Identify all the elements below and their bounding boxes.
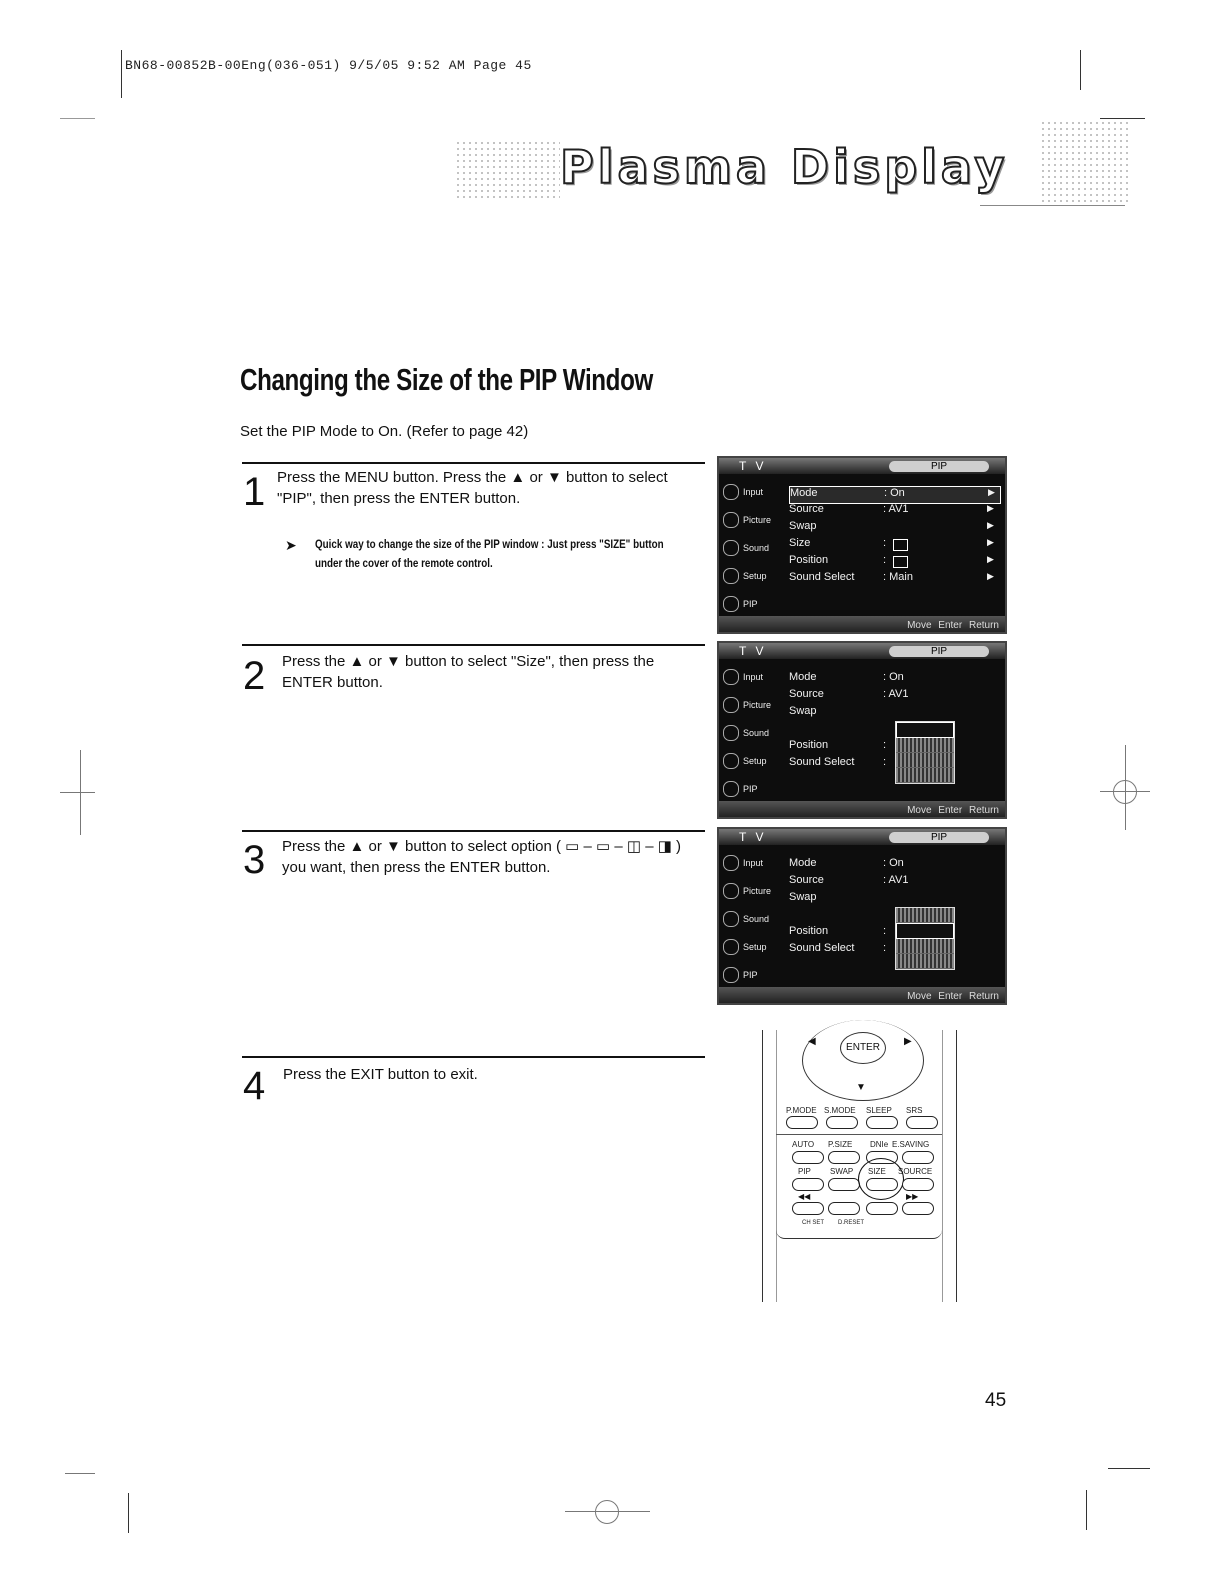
crop-mark	[1080, 50, 1081, 90]
osd-side-label: Sound	[743, 914, 770, 924]
psize-button	[828, 1151, 860, 1164]
banner-halftone	[455, 140, 560, 200]
osd-row-position	[789, 554, 999, 570]
osd-screen-2	[717, 641, 1007, 819]
osd-row-mode	[789, 486, 1001, 504]
arrow-right-icon: ▶	[987, 537, 994, 547]
srs-button	[906, 1116, 938, 1129]
osd-side-label: PIP	[743, 599, 758, 609]
size-option	[896, 954, 954, 969]
osd-row-swap	[789, 705, 999, 721]
arrow-right-icon: ▶	[904, 1036, 912, 1047]
osd-side-picture	[723, 506, 783, 534]
osd-row-value: : AV1	[883, 503, 909, 515]
arrow-right-icon: ▶	[987, 554, 994, 564]
osd-row-label: Sound Select	[789, 942, 855, 954]
osd-row-source	[789, 874, 999, 890]
osd-row-value: :	[883, 537, 887, 549]
osd-row-value: :	[883, 756, 887, 768]
osd-row-label: Source	[789, 874, 824, 886]
sound-icon	[723, 911, 739, 927]
osd-row-label: Position	[789, 739, 829, 751]
registration-mark	[1100, 791, 1150, 792]
picture-icon	[723, 883, 739, 899]
tip-line: under the cover of the remote control.	[315, 556, 493, 570]
size-option-list	[895, 907, 955, 970]
smode-label: S.MODE	[824, 1106, 856, 1115]
remote-edge	[776, 1030, 777, 1302]
crop-mark	[1100, 118, 1145, 119]
osd-side-input	[723, 849, 783, 877]
crop-mark	[65, 1473, 95, 1474]
osd-row-mode	[789, 857, 999, 873]
tip-text	[315, 535, 664, 573]
registration-mark	[60, 792, 95, 793]
step-number: 2	[243, 654, 266, 698]
registration-circle	[1113, 780, 1137, 804]
auto-label: AUTO	[792, 1140, 815, 1149]
step-text: Press the ▲ or ▼ button to select "Size", then press the ENTER button.	[282, 653, 655, 691]
osd-side-input	[723, 478, 783, 506]
osd-menu-title: PIP	[889, 832, 989, 843]
osd-row-sound-select	[789, 571, 999, 587]
size-option	[896, 738, 954, 753]
sleep-label: SLEEP	[866, 1106, 892, 1115]
banner-halftone	[1040, 120, 1128, 205]
osd-tv-label: T V	[739, 830, 767, 844]
osd-nav-hint: Move Enter Return	[907, 991, 999, 1002]
remote-edge	[762, 1030, 763, 1302]
osd-side-label: Picture	[743, 886, 772, 896]
osd-row-value: : On	[883, 857, 904, 869]
osd-row-label: Mode	[789, 857, 817, 869]
osd-row-swap	[789, 520, 999, 536]
rewind-button	[792, 1202, 824, 1215]
size-option	[896, 923, 954, 939]
enter-button: ENTER	[840, 1032, 886, 1064]
osd-side-label: Input	[743, 672, 764, 682]
swap-button	[828, 1178, 860, 1191]
page-title: Changing the Size of the PIP Window	[240, 362, 653, 397]
dreset-label: D.RESET	[838, 1220, 865, 1226]
osd-side-label: PIP	[743, 784, 758, 794]
setup-icon	[723, 568, 739, 584]
osd-row-position	[789, 739, 999, 755]
tip-line: Quick way to change the size of the PIP window : Just press "SIZE" button	[315, 537, 664, 551]
osd-tv-label: T V	[739, 459, 767, 473]
osd-row-value: : AV1	[883, 688, 909, 700]
remote-edge	[942, 1030, 943, 1302]
pip-label: PIP	[798, 1167, 811, 1176]
chset-label: CH SET	[802, 1220, 825, 1226]
play-pause-button	[866, 1202, 898, 1215]
osd-row-value: :	[883, 925, 887, 937]
size-option	[896, 768, 954, 783]
osd-row-label: Swap	[789, 520, 817, 532]
position-icon	[893, 556, 908, 568]
osd-row-label: Position	[789, 554, 829, 566]
step-text: Press the ▲ or ▼ button to select option ( ▭ – ▭ – ◫ – ◨ ) you want, then press the ENTER button.	[282, 838, 682, 876]
pmode-label: P.MODE	[786, 1106, 817, 1115]
step-rule	[242, 644, 705, 646]
osd-row-label: Swap	[789, 705, 817, 717]
crop-mark	[1086, 1490, 1087, 1530]
banner-rule	[980, 205, 1125, 206]
pip-icon	[723, 781, 739, 797]
fast-forward-button	[902, 1202, 934, 1215]
osd-side-setup	[723, 562, 783, 590]
srs-label: SRS	[906, 1106, 923, 1115]
osd-row-label: Mode	[790, 487, 818, 499]
arrow-down-icon: ▼	[856, 1082, 866, 1093]
osd-side-pip	[723, 961, 783, 989]
sound-icon	[723, 725, 739, 741]
intro-text: Set the PIP Mode to On. (Refer to page 42)	[240, 423, 529, 440]
osd-row-value: :	[883, 942, 887, 954]
pip-icon	[723, 967, 739, 983]
osd-side-setup	[723, 747, 783, 775]
osd-row-label: Source	[789, 688, 824, 700]
osd-side-label: Picture	[743, 515, 772, 525]
arrow-right-icon: ▶	[987, 571, 994, 581]
psize-label: P.SIZE	[828, 1140, 853, 1149]
cover-line	[776, 1134, 942, 1135]
pip-icon	[723, 596, 739, 612]
osd-side-sound	[723, 534, 783, 562]
osd-row-size	[789, 537, 999, 553]
input-icon	[723, 484, 739, 500]
osd-side-picture	[723, 877, 783, 905]
brand-title: Plasma Display	[560, 140, 1009, 194]
crop-mark	[1108, 1468, 1150, 1469]
osd-side-label: Input	[743, 487, 764, 497]
smode-button	[826, 1116, 858, 1129]
file-info: BN68-00852B-00Eng(036-051) 9/5/05 9:52 AM Page 45	[125, 58, 532, 73]
size-icon	[893, 539, 908, 551]
osd-row-value: : On	[883, 671, 904, 683]
remote-control	[762, 1030, 958, 1302]
remote-edge	[956, 1030, 957, 1302]
dnie-label: DNIe	[870, 1140, 889, 1149]
osd-side-label: Sound	[743, 728, 770, 738]
arrow-left-icon: ◀	[808, 1036, 816, 1047]
crop-mark	[128, 1493, 129, 1533]
osd-side-label: Setup	[743, 571, 767, 581]
osd-side-picture	[723, 691, 783, 719]
cover-edge	[776, 1230, 942, 1239]
osd-row-value: : AV1	[883, 874, 909, 886]
osd-row-position	[789, 925, 999, 941]
arrow-right-icon: ▶	[987, 520, 994, 530]
osd-nav-hint: Move Enter Return	[907, 620, 999, 631]
arrow-right-icon: ▶	[987, 503, 994, 513]
crop-mark	[60, 118, 95, 119]
sound-icon	[723, 540, 739, 556]
source-label: SOURCE	[898, 1167, 933, 1176]
step-rule	[242, 1056, 705, 1058]
osd-row-label: Sound Select	[789, 571, 855, 583]
registration-circle	[595, 1500, 619, 1524]
setup-icon	[723, 939, 739, 955]
osd-row-mode	[789, 671, 999, 687]
step-number: 3	[243, 838, 266, 882]
source-button	[902, 1178, 934, 1191]
page-number: 45	[985, 1390, 1007, 1411]
setup-icon	[723, 753, 739, 769]
swap-label: SWAP	[830, 1167, 854, 1176]
picture-icon	[723, 512, 739, 528]
osd-row-swap	[789, 891, 999, 907]
fast-forward-icon: ▶▶	[906, 1192, 919, 1201]
osd-menu-title: PIP	[889, 646, 989, 657]
size-option-list	[895, 721, 955, 784]
osd-row-sound-select	[789, 942, 999, 958]
osd-side-pip	[723, 590, 783, 618]
osd-row-sound-select	[789, 756, 999, 772]
osd-screen-3	[717, 827, 1007, 1005]
arrow-right-icon: ▶	[988, 487, 995, 497]
osd-sidebar	[723, 478, 783, 618]
osd-sidebar	[723, 663, 783, 803]
size-option	[896, 908, 954, 923]
size-option	[896, 753, 954, 768]
step-text: Press the MENU button. Press the ▲ or ▼ button to select "PIP", then press the ENTER button.	[277, 469, 668, 507]
osd-row-value: : Main	[883, 571, 913, 583]
osd-row-label: Mode	[789, 671, 817, 683]
osd-side-sound	[723, 719, 783, 747]
osd-side-label: Sound	[743, 543, 770, 553]
rewind-icon: ◀◀	[798, 1192, 811, 1201]
osd-sidebar	[723, 849, 783, 989]
esaving-button	[902, 1151, 934, 1164]
osd-side-label: Setup	[743, 942, 767, 952]
step-number: 4	[243, 1064, 266, 1108]
step-text: Press the EXIT button to exit.	[283, 1066, 478, 1083]
osd-menu-title: PIP	[889, 461, 989, 472]
osd-side-pip	[723, 775, 783, 803]
osd-row-label: Swap	[789, 891, 817, 903]
osd-row-label: Size	[789, 537, 811, 549]
auto-button	[792, 1151, 824, 1164]
osd-side-label: Setup	[743, 756, 767, 766]
osd-side-label: Input	[743, 858, 764, 868]
step-rule	[242, 462, 705, 464]
pip-button	[792, 1178, 824, 1191]
crop-mark	[121, 50, 122, 98]
osd-nav-hint: Move Enter Return	[907, 805, 999, 816]
input-icon	[723, 855, 739, 871]
tip-arrow-icon: ➤	[285, 537, 297, 553]
osd-side-label: Picture	[743, 700, 772, 710]
osd-side-label: PIP	[743, 970, 758, 980]
osd-row-label: Source	[789, 503, 824, 515]
osd-screen-1	[717, 456, 1007, 634]
osd-row-value: :	[883, 739, 887, 751]
osd-row-label: Sound Select	[789, 756, 855, 768]
osd-side-input	[723, 663, 783, 691]
size-label: SIZE	[868, 1167, 886, 1176]
osd-tv-label: T V	[739, 644, 767, 658]
esaving-label: E.SAVING	[892, 1140, 930, 1149]
osd-row-value: :	[883, 554, 887, 566]
osd-side-sound	[723, 905, 783, 933]
input-icon	[723, 669, 739, 685]
osd-side-setup	[723, 933, 783, 961]
pmode-button	[786, 1116, 818, 1129]
osd-row-source	[789, 503, 999, 519]
registration-mark	[565, 1511, 650, 1512]
size-option	[896, 722, 954, 738]
sleep-button	[866, 1116, 898, 1129]
size-button-highlight	[858, 1158, 904, 1200]
osd-row-source	[789, 688, 999, 704]
size-option	[896, 939, 954, 954]
step-rule	[242, 830, 705, 832]
picture-icon	[723, 697, 739, 713]
osd-row-label: Position	[789, 925, 829, 937]
step-number: 1	[243, 470, 266, 514]
osd-row-value: : On	[884, 487, 905, 499]
stop-button	[828, 1202, 860, 1215]
